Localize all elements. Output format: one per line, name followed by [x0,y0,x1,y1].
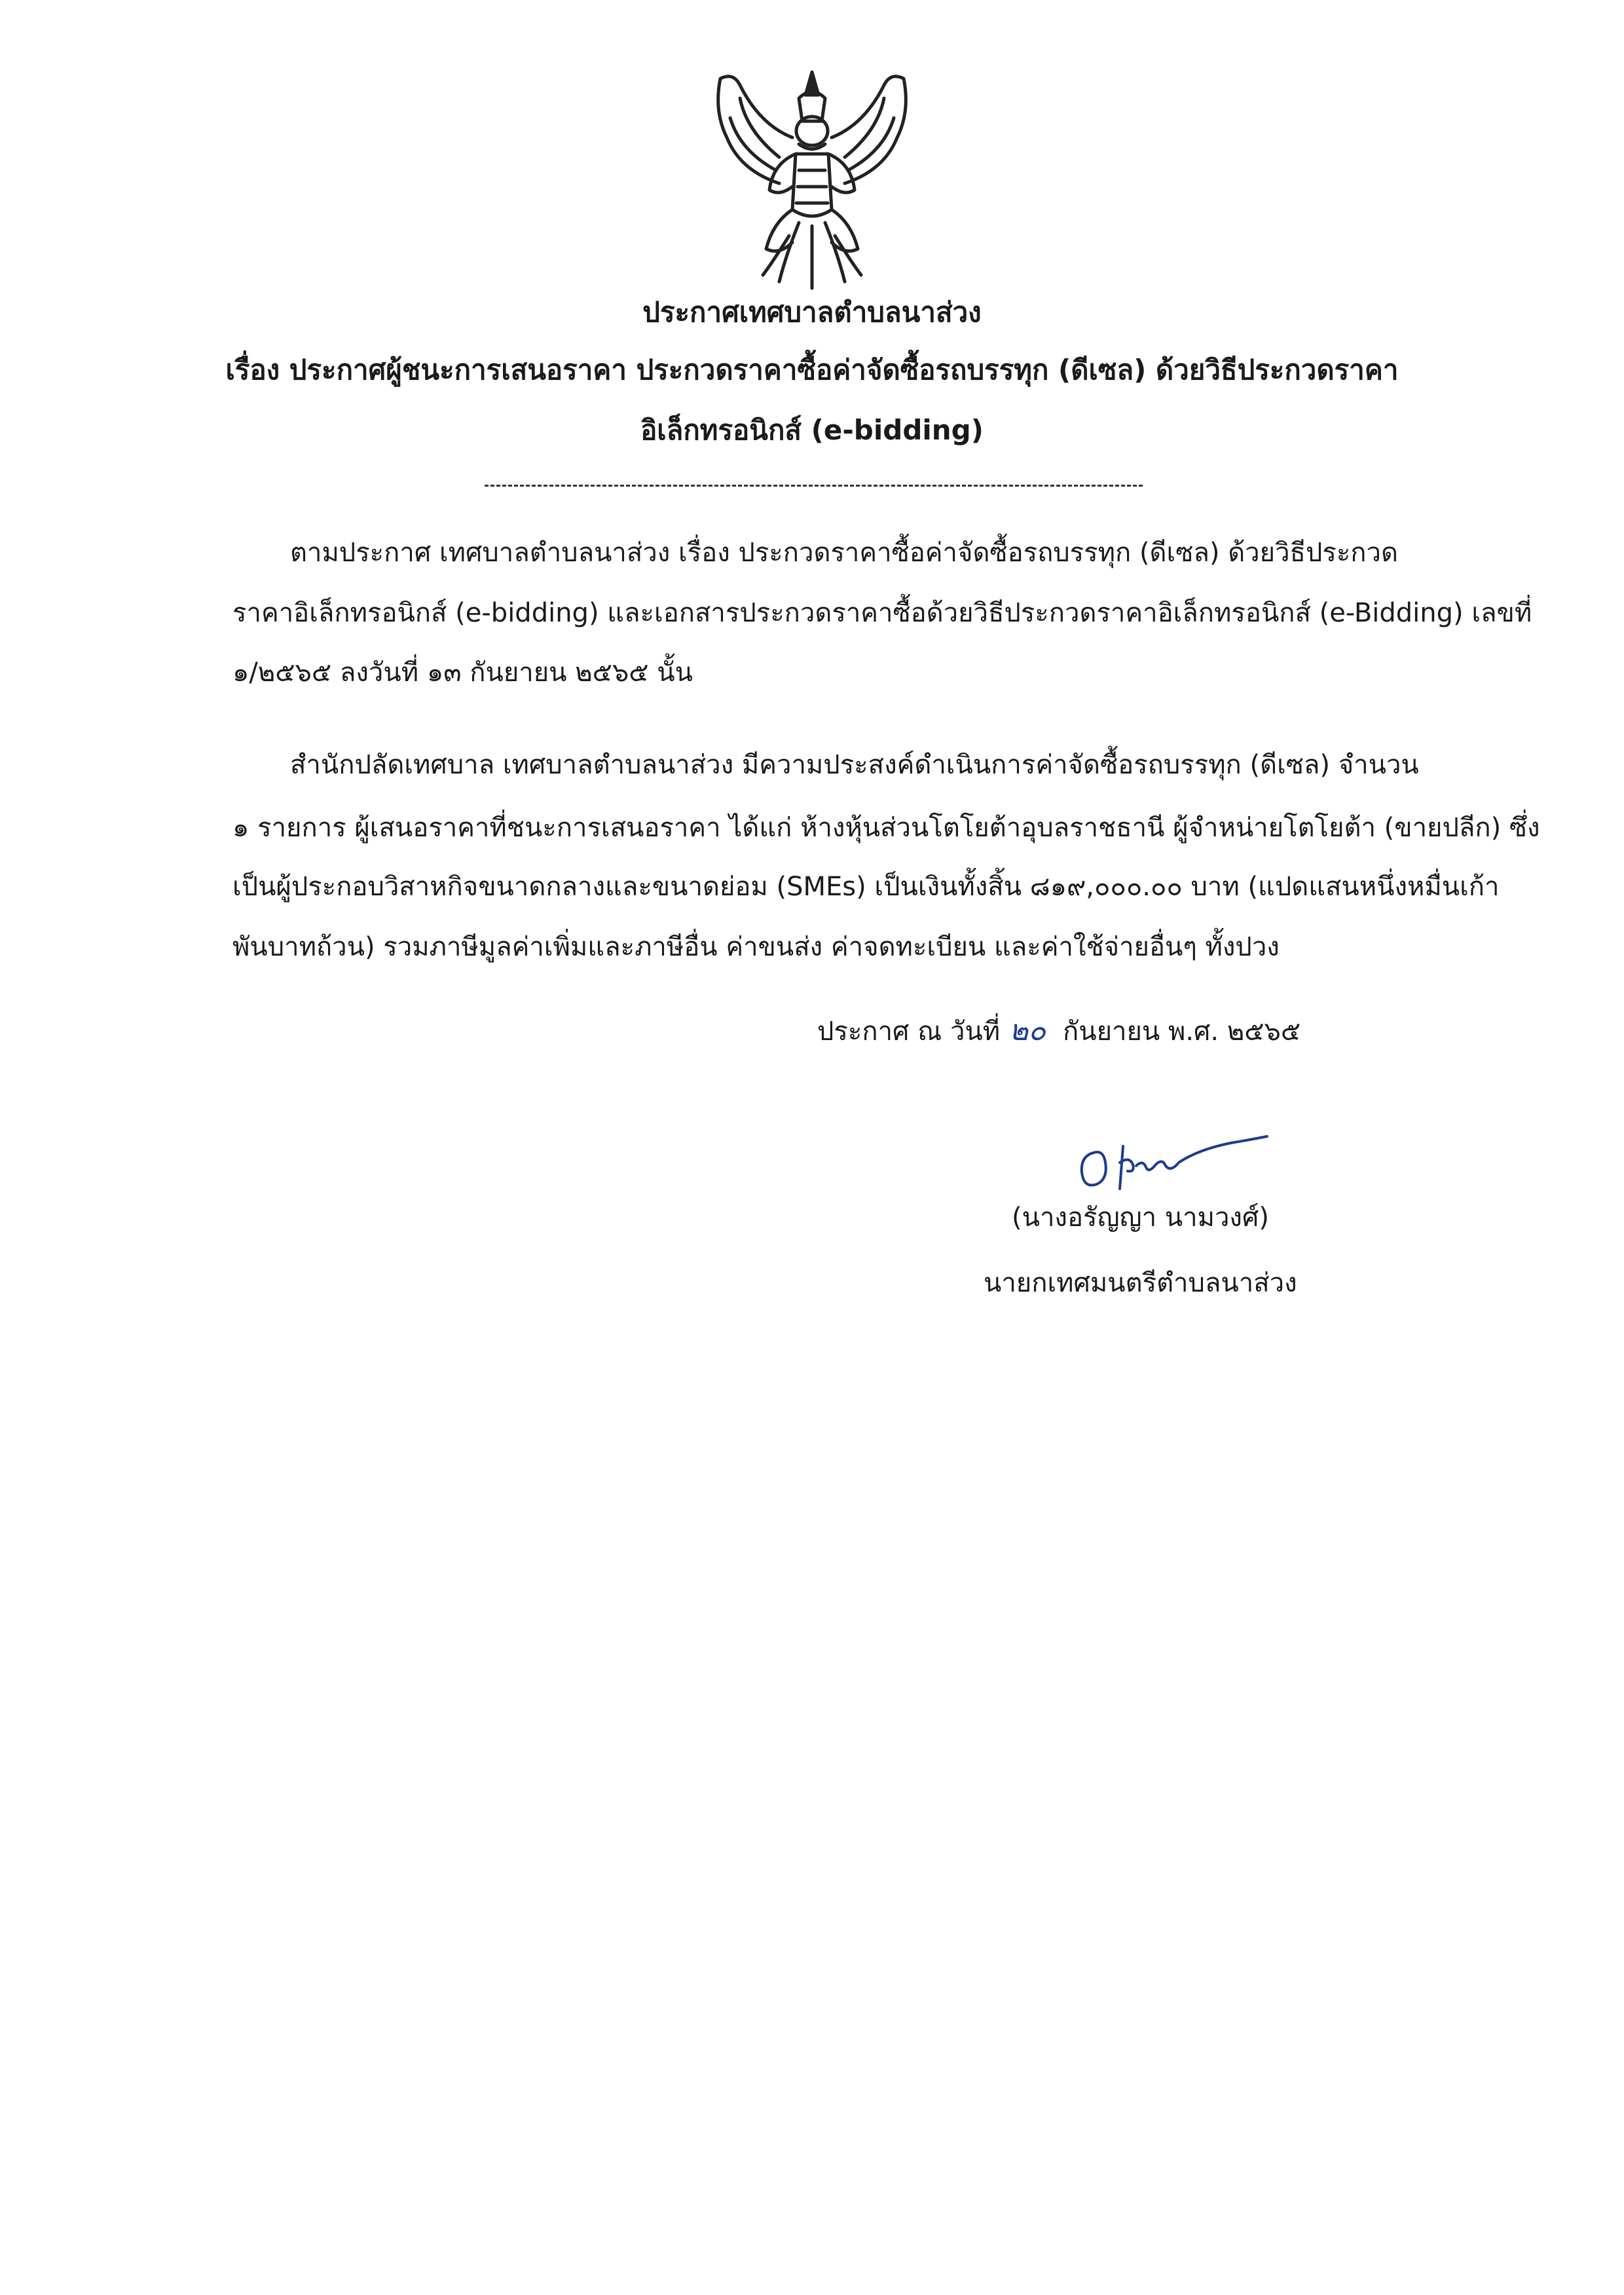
signer-position: นายกเทศมนตรีตำบลนาส่วง [984,1268,1297,1298]
paragraph-1-line-1: ตามประกาศ เทศบาลตำบลนาส่วง เรื่อง ประกวดราคาซื้อค่าจัดซื้อรถบรรทุก (ดีเซล) ด้วยวิธีประกวด [290,538,1398,568]
date-suffix: กันยายน พ.ศ. ๒๕๖๕ [1063,1017,1301,1047]
announcement-title: ประกาศเทศบาลตำบลนาส่วง [642,296,982,328]
paragraph-2-line-3: เป็นผู้ประกอบวิสาหกิจขนาดกลางและขนาดย่อม (SMEs) เป็นเงินทั้งสิ้น ๘๑๙,๐๐๐.๐๐ บาท (แปดแสนหนึ่งหมื่นเก้า [232,872,1500,902]
paragraph-2-line-4: พันบาทถ้วน) รวมภาษีมูลค่าเพิ่มและภาษีอื่น ค่าขนส่ง ค่าจดทะเบียน และค่าใช้จ่ายอื่นๆ ทั้งปวง [232,932,1280,962]
announcement-date [817,1014,1301,1049]
subject-line-1: เรื่อง ประกาศผู้ชนะการเสนอราคา ประกวดราคาซื้อค่าจัดซื้อรถบรรทุก (ดีเซล) ด้วยวิธีประกวดราคา [225,354,1399,386]
handwritten-day: ๒๐ [1009,1014,1046,1047]
paragraph-2-line-1: สำนักปลัดเทศบาล เทศบาลตำบลนาส่วง มีความประสงค์ดำเนินการค่าจัดซื้อรถบรรทุก (ดีเซล) จำนวน [290,750,1419,780]
date-prefix: ประกาศ ณ วันที่ [817,1017,1001,1047]
divider [485,485,1143,487]
signer-name: (นางอรัญญา นามวงศ์) [1012,1203,1269,1233]
paragraph-1-line-2: ราคาอิเล็กทรอนิกส์ (e-bidding) และเอกสารประกวดราคาซื้อด้วยวิธีประกวดราคาอิเล็กทรอนิกส์ (e-Bidding) เลขที่ [232,598,1532,628]
subject-line-2: อิเล็กทรอนิกส์ (e-bidding) [640,414,984,446]
paragraph-1-line-3: ๑/๒๕๖๕ ลงวันที่ ๑๓ กันยายน ๒๕๖๕ นั้น [232,658,693,688]
garuda-emblem-icon [701,59,923,295]
paragraph-2-line-2: ๑ รายการ ผู้เสนอราคาที่ชนะการเสนอราคา ได้แก่ ห้างหุ้นส่วนโตโยต้าอุบลราชธานี ผู้จำหน่ายโตโยต้า (ขายปลีก) ซึ่ง [232,813,1540,843]
handwritten-signature [1067,1127,1277,1199]
